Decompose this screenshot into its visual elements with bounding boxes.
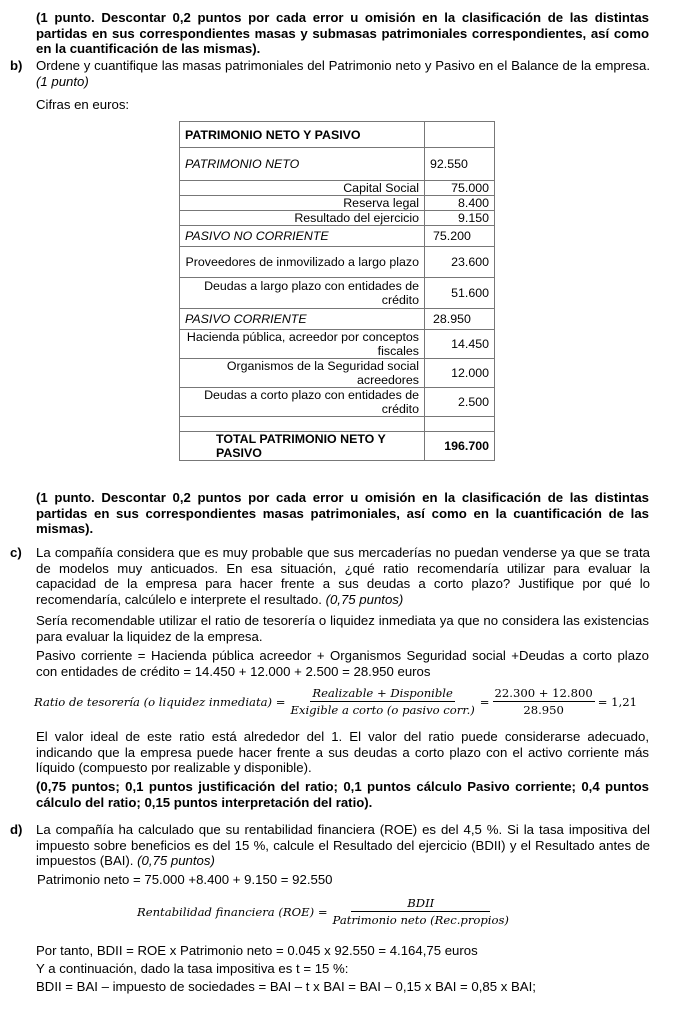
question-c-points: (0,75 puntos) bbox=[325, 591, 404, 607]
formula-denominator: Patrimonio neto (Rec.propios) bbox=[332, 913, 509, 927]
item-label: Deudas a corto plazo con entidades de crédito bbox=[180, 388, 425, 417]
formula-denominator: Exigible a corto (o pasivo corr.) bbox=[290, 703, 475, 717]
formula-fraction-symbolic bbox=[288, 686, 476, 717]
section-value: 92.550 bbox=[425, 148, 495, 181]
table-row-blank bbox=[180, 417, 495, 432]
units-note: Cifras en euros: bbox=[36, 97, 130, 112]
question-b-text: Ordene y cuantifique las masas patrimoniales del Patrimonio neto y Pasivo en el Balance de la empresa. bbox=[36, 58, 650, 73]
question-b-points: (1 punto) bbox=[36, 73, 89, 89]
question-d-text: La compañía ha calculado que su rentabilidad financiera (ROE) es del 4,5 %. Si la tasa impositiva del impuesto sobre beneficios es del 15 %, calcule el Resultado del ejercicio (BDII) y el Resultado antes de impuestos (BAI). bbox=[36, 822, 650, 868]
item-label: Organismos de la Seguridad social acreedores bbox=[180, 359, 425, 388]
item-value: 2.500 bbox=[425, 388, 495, 417]
intro-scoring-note: (1 punto. Descontar 0,2 puntos por cada error u omisión en la clasificación de las distintas partidas en sus correspondientes masas y submasas patrimoniales correspondientes, así como en la cuantificación de las mismas). bbox=[36, 10, 649, 56]
formula-lhs: Rentabilidad financiera (ROE) = bbox=[137, 904, 328, 919]
formula-fraction-numeric bbox=[493, 686, 595, 717]
item-label: Proveedores de inmovilizado a largo plazo bbox=[180, 247, 425, 278]
question-d-points: (0,75 puntos) bbox=[137, 853, 215, 868]
formula-result: = 1,21 bbox=[597, 694, 637, 709]
formula-fraction bbox=[331, 896, 511, 927]
table-total-row bbox=[180, 432, 495, 461]
question-d bbox=[10, 822, 650, 869]
balance-table bbox=[179, 121, 495, 461]
item-label: Deudas a largo plazo con entidades de crédito bbox=[180, 278, 425, 309]
item-label: Resultado del ejercicio bbox=[180, 211, 425, 226]
item-value: 75.000 bbox=[425, 181, 495, 196]
d-tax-rate-line: Y a continuación, dado la tasa impositiva es t = 15 %: bbox=[36, 961, 349, 976]
section-value: 75.200 bbox=[425, 226, 495, 247]
item-value: 8.400 bbox=[425, 196, 495, 211]
table-row bbox=[180, 309, 495, 330]
item-value: 9.150 bbox=[425, 211, 495, 226]
formula-numerator: Realizable + Disponible bbox=[312, 686, 453, 700]
question-b-label: b) bbox=[10, 58, 23, 73]
c-answer-justification: Sería recomendable utilizar el ratio de tesorería o liquidez inmediata ya que no considera las existencias para evaluar la liquidez de la empresa. bbox=[36, 613, 649, 644]
item-label: Hacienda pública, acreedor por conceptos fiscales bbox=[180, 330, 425, 359]
c-answer-interpretation: El valor ideal de este ratio está alrededor del 1. El valor del ratio puede considerarse adecuado, indicando que la empresa puede hacer frente a sus deudas a corto plazo con el activo corriente más líquido (compuesto por realizable y disponible). bbox=[36, 729, 649, 775]
table-row bbox=[180, 359, 495, 388]
table-row bbox=[180, 181, 495, 196]
formula-equals: = bbox=[479, 694, 490, 709]
table-row bbox=[180, 148, 495, 181]
item-value: 23.600 bbox=[425, 247, 495, 278]
total-value: 196.700 bbox=[425, 432, 495, 461]
ratio-tesoreria-formula bbox=[34, 686, 637, 717]
item-label: Reserva legal bbox=[180, 196, 425, 211]
question-c bbox=[10, 545, 650, 607]
section-label: PASIVO CORRIENTE bbox=[180, 309, 425, 330]
table-row bbox=[180, 330, 495, 359]
d-patrimonio-neto-line: Patrimonio neto = 75.000 +8.400 + 9.150 = 92.550 bbox=[37, 872, 333, 887]
section-label: PASIVO NO CORRIENTE bbox=[180, 226, 425, 247]
table-header: PATRIMONIO NETO Y PASIVO bbox=[180, 122, 425, 148]
d-bai-equation-line: BDII = BAI – impuesto de sociedades = BAI – t x BAI = BAI – 0,15 x BAI = 0,85 x BAI; bbox=[36, 979, 536, 994]
question-d-label: d) bbox=[10, 822, 23, 837]
item-label: Capital Social bbox=[180, 181, 425, 196]
table-row bbox=[180, 247, 495, 278]
formula-lhs: Ratio de tesorería (o liquidez inmediata) = bbox=[34, 694, 286, 709]
c-answer-pasivo-corriente: Pasivo corriente = Hacienda pública acreedor + Organismos Seguridad social +Deudas a corto plazo con entidades de crédito = 14.450 + 12.000 + 2.500 = 28.950 euros bbox=[36, 648, 649, 679]
question-b bbox=[10, 58, 650, 89]
item-value: 14.450 bbox=[425, 330, 495, 359]
table-row bbox=[180, 226, 495, 247]
question-c-label: c) bbox=[10, 545, 22, 560]
table-row bbox=[180, 388, 495, 417]
formula-numerator: BDII bbox=[351, 896, 490, 912]
roe-formula bbox=[137, 896, 514, 927]
formula-numerator-value: 22.300 + 12.800 bbox=[494, 686, 593, 700]
b-scoring-note: (1 punto. Descontar 0,2 puntos por cada error u omisión en la clasificación de las distintas partidas en sus correspondientes masas patrimoniales, así como en la cuantificación de las mismas). bbox=[36, 490, 649, 536]
c-scoring-note: (0,75 puntos; 0,1 puntos justificación del ratio; 0,1 puntos cálculo Pasivo corriente; 0,4 puntos cálculo del ratio; 0,15 puntos interpretación del ratio). bbox=[36, 779, 649, 810]
question-c-text: La compañía considera que es muy probable que sus mercaderías no puedan venderse ya que se trata de modelos muy anticuados. En esa situación, ¿qué ratio recomendaría utilizar para evaluar la capacidad de la empresa para hacer frente a sus deudas a corto plazo? Justifique por qué lo recomendaría, calcúlelo e interprete el resultado. bbox=[36, 545, 650, 607]
formula-denominator-value: 28.950 bbox=[523, 703, 564, 717]
item-value: 12.000 bbox=[425, 359, 495, 388]
item-value: 51.600 bbox=[425, 278, 495, 309]
d-bdii-line: Por tanto, BDII = ROE x Patrimonio neto = 0.045 x 92.550 = 4.164,75 euros bbox=[36, 943, 478, 958]
section-label: PATRIMONIO NETO bbox=[180, 148, 425, 181]
table-row bbox=[180, 196, 495, 211]
table-row bbox=[180, 211, 495, 226]
total-label: TOTAL PATRIMONIO NETO Y PASIVO bbox=[180, 432, 425, 461]
table-header-row bbox=[180, 122, 495, 148]
section-value: 28.950 bbox=[425, 309, 495, 330]
table-row bbox=[180, 278, 495, 309]
